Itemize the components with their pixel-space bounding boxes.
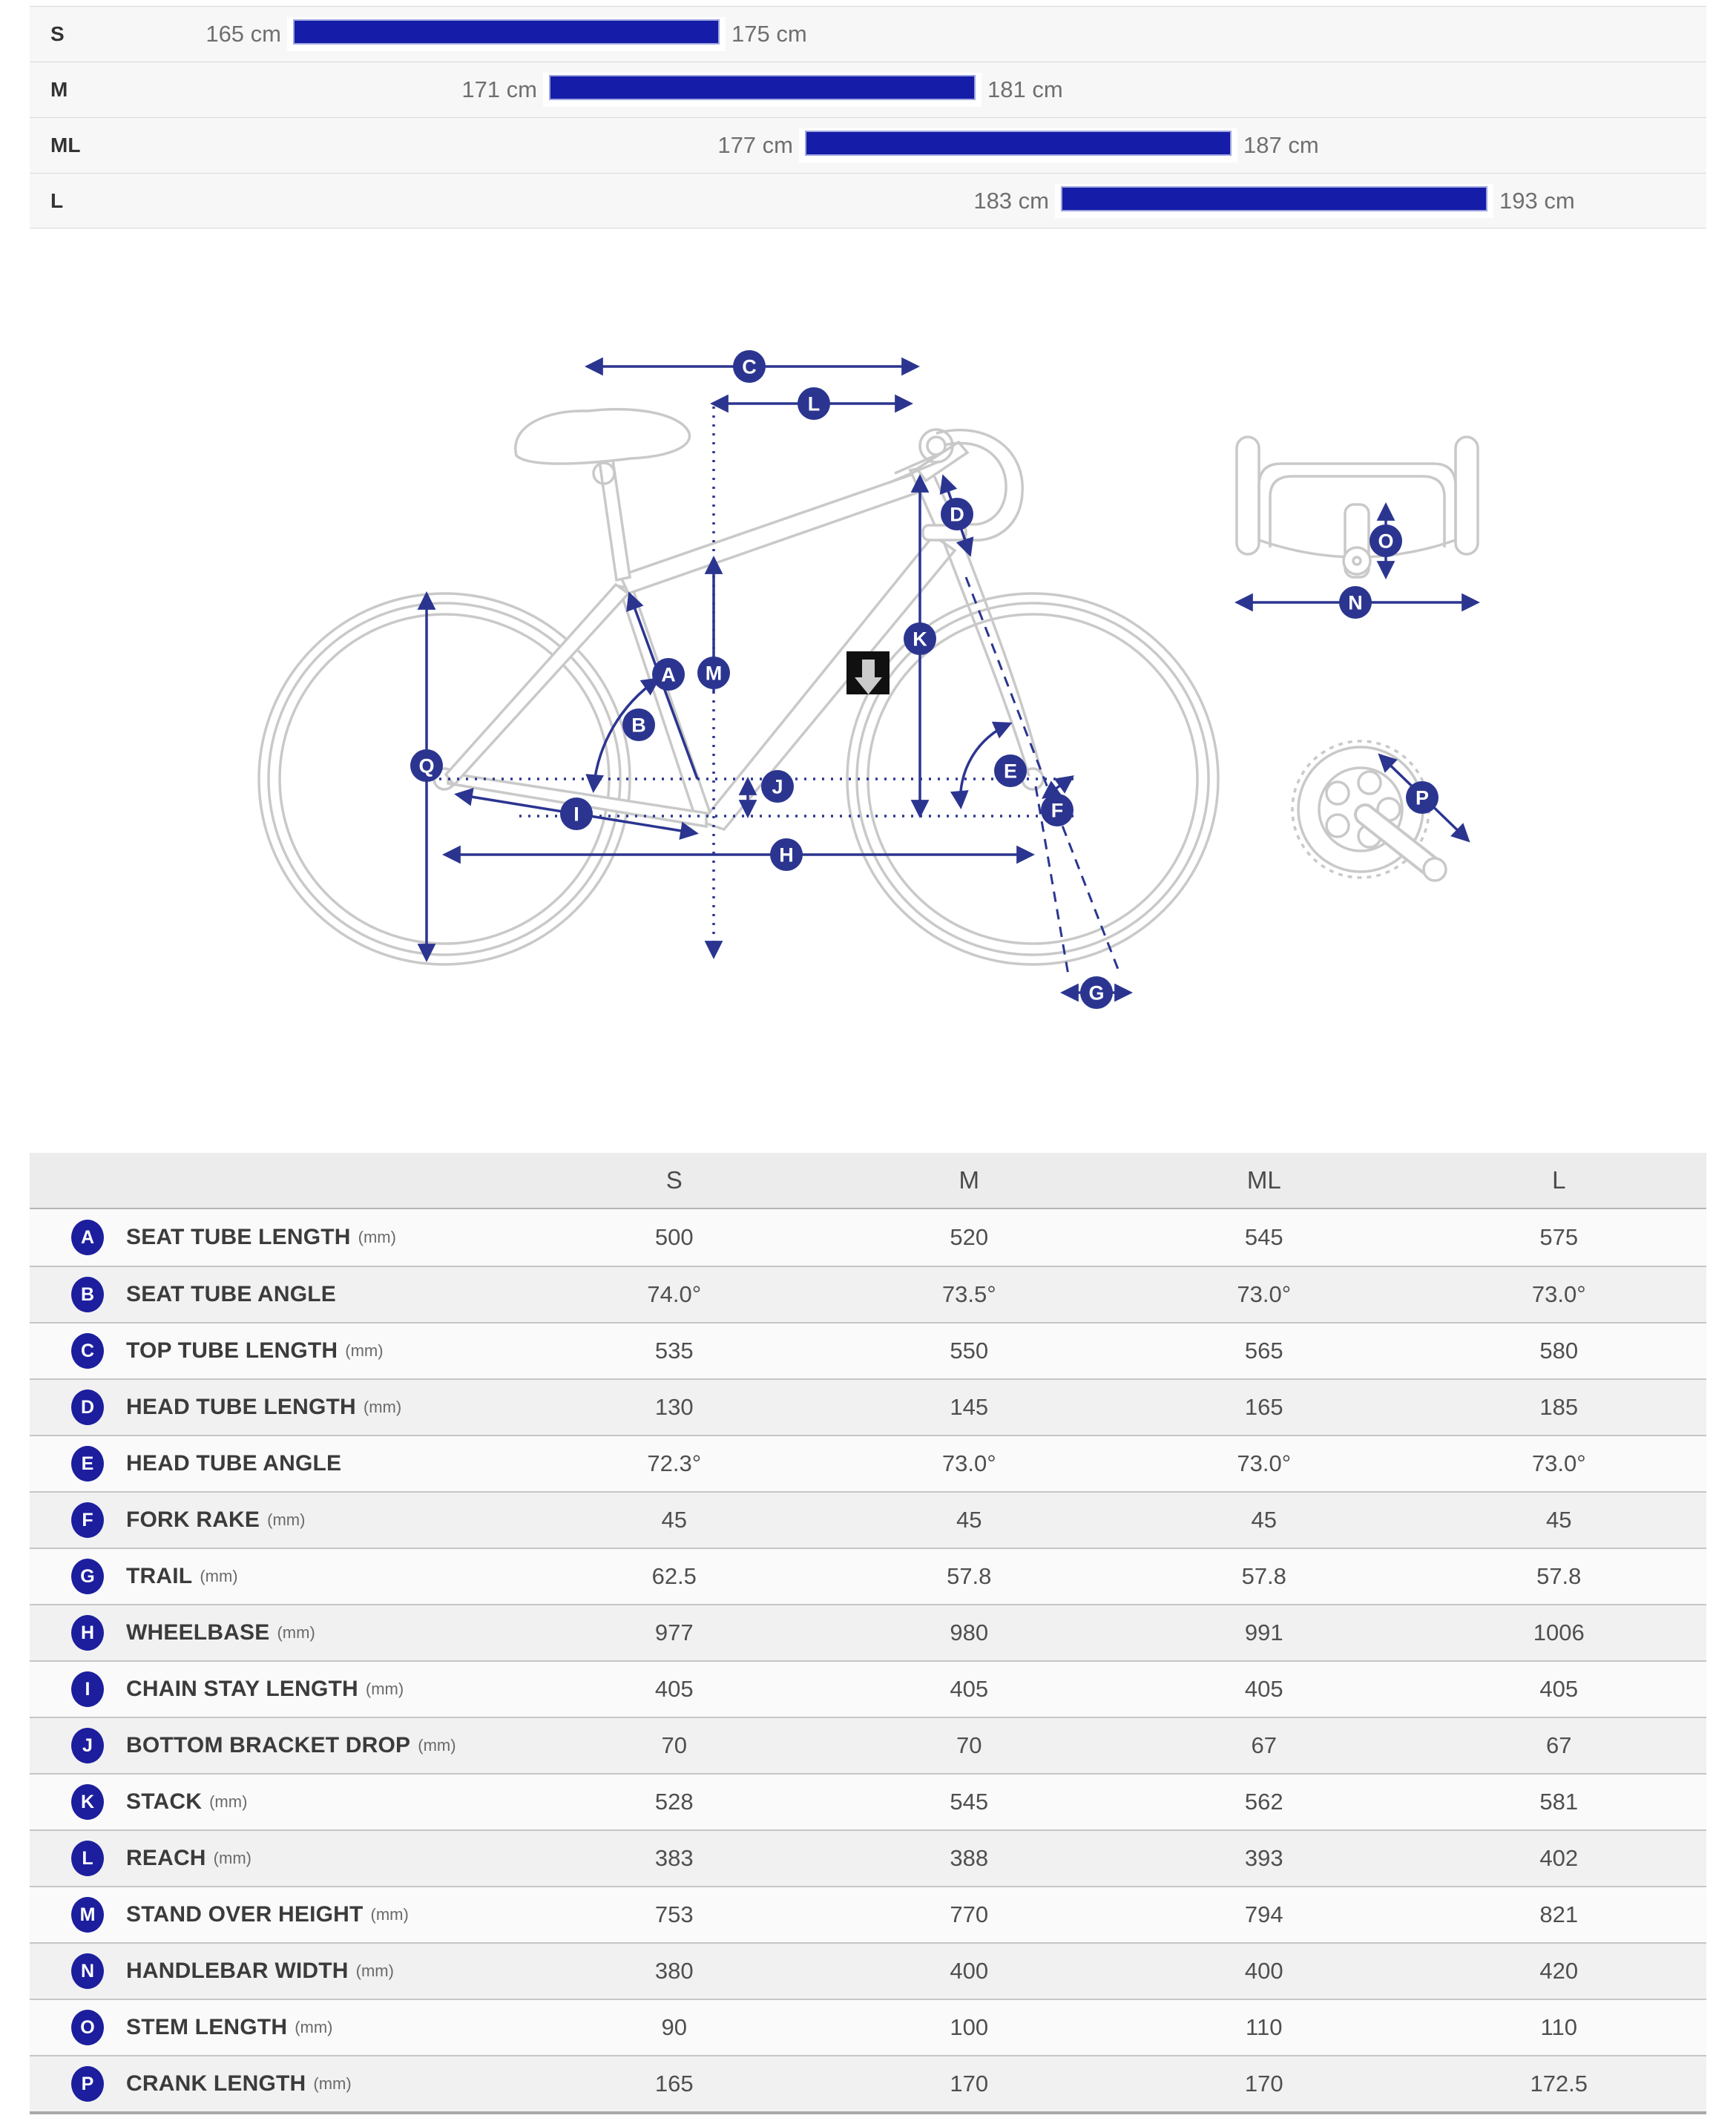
row-label-cell [30, 1436, 527, 1491]
row-unit: (mm) [209, 1792, 248, 1811]
row-value: 45 [1251, 1507, 1277, 1533]
row-unit: (mm) [345, 1341, 384, 1360]
row-label: STACK [126, 1789, 203, 1814]
row-value: 110 [1540, 2014, 1577, 2040]
row-value: 100 [950, 2014, 989, 2040]
row-value: 520 [950, 1224, 989, 1250]
row-value: 57.8 [1241, 1563, 1286, 1589]
size-max-label: 175 cm [731, 21, 807, 47]
svg-text:B: B [631, 714, 646, 737]
table-row [30, 1829, 1706, 1886]
row-unit: (mm) [277, 1623, 315, 1642]
row-label-cell [30, 1209, 527, 1266]
diagram-badge-L [798, 387, 830, 420]
handlebar-top-view [1237, 437, 1478, 577]
row-label: CHAIN STAY LENGTH [126, 1677, 358, 1701]
row-badge: E [71, 1446, 104, 1482]
row-value: 977 [654, 1619, 694, 1645]
table-row [30, 1548, 1706, 1604]
row-value: 794 [1244, 1901, 1283, 1927]
svg-text:Q: Q [418, 754, 435, 777]
row-label-cell [30, 1549, 527, 1604]
row-badge: L [71, 1841, 104, 1876]
row-value: 70 [661, 1732, 687, 1758]
row-value: 753 [654, 1901, 694, 1927]
row-badge: P [71, 2066, 104, 2102]
diagram-badge-I [560, 798, 593, 830]
svg-text:M: M [705, 662, 723, 685]
svg-text:D: D [950, 503, 964, 526]
row-value: 70 [956, 1732, 982, 1758]
row-value: 405 [1244, 1676, 1283, 1702]
row-unit: (mm) [267, 1510, 306, 1529]
row-label-cell [30, 1605, 527, 1660]
row-value: 821 [1539, 1901, 1579, 1927]
svg-text:O: O [1378, 530, 1394, 553]
row-badge: K [71, 1784, 104, 1820]
row-label: HEAD TUBE ANGLE [126, 1451, 342, 1476]
row-label-cell [30, 1887, 527, 1942]
row-badge: F [71, 1502, 104, 1538]
table-row [30, 1886, 1706, 1942]
svg-text:F: F [1051, 799, 1064, 822]
row-value: 73.0° [1531, 1281, 1586, 1307]
table-row [30, 1773, 1706, 1829]
row-value: 73.0° [1531, 1450, 1586, 1476]
diagram-badge-N [1339, 586, 1372, 619]
size-range-bar [1061, 186, 1487, 211]
size-label: ML [50, 134, 81, 157]
diagram-badge-E [994, 754, 1027, 787]
size-range-bar [293, 19, 720, 45]
size-bar-wrap [287, 17, 726, 51]
row-value: 545 [1244, 1224, 1283, 1250]
diagram-badge-P [1406, 781, 1439, 814]
diagram-badge-B [622, 708, 655, 741]
size-bar-wrap [1055, 184, 1493, 218]
table-row [30, 1209, 1706, 1266]
row-value: 580 [1539, 1338, 1579, 1364]
row-label: SEAT TUBE ANGLE [126, 1282, 337, 1306]
row-value: 73.0° [1237, 1281, 1292, 1307]
row-label: SEAT TUBE LENGTH [126, 1225, 351, 1249]
row-value: 170 [950, 2071, 989, 2097]
diagram-badge-M [697, 657, 730, 689]
row-value: 500 [654, 1224, 694, 1250]
row-value: 535 [654, 1338, 694, 1364]
row-unit: (mm) [295, 2018, 333, 2036]
size-row [30, 117, 1706, 173]
size-max-label: 187 cm [1243, 132, 1319, 158]
row-unit: (mm) [365, 1680, 404, 1698]
size-row [30, 6, 1706, 62]
row-unit: (mm) [358, 1228, 396, 1246]
row-badge: G [71, 1559, 104, 1594]
row-value: 528 [654, 1789, 694, 1815]
table-header-empty-cell [30, 1153, 527, 1208]
row-value: 420 [1539, 1958, 1579, 1984]
row-value: 90 [661, 2014, 687, 2040]
table-row [30, 2055, 1706, 2111]
row-value: 565 [1244, 1338, 1283, 1364]
diagram-badge-C [733, 350, 766, 383]
row-value: 400 [950, 1958, 989, 1984]
row-value: 388 [950, 1845, 989, 1871]
size-bar-wrap [543, 73, 982, 107]
row-label: HEAD TUBE LENGTH [126, 1395, 356, 1419]
row-value: 45 [1546, 1507, 1572, 1533]
svg-text:G: G [1088, 981, 1105, 1004]
row-badge: N [71, 1953, 104, 1989]
diagram-badge-K [904, 622, 936, 655]
row-value: 130 [654, 1394, 694, 1420]
row-value: 57.8 [947, 1563, 992, 1589]
row-value: 170 [1244, 2071, 1283, 2097]
row-value: 67 [1546, 1732, 1572, 1758]
row-value: 991 [1244, 1619, 1283, 1645]
row-label: REACH [126, 1846, 206, 1870]
row-label: TRAIL [126, 1564, 193, 1588]
size-row [30, 62, 1706, 117]
svg-text:C: C [742, 355, 757, 378]
diagram-badge-G [1080, 976, 1113, 1009]
row-value: 383 [654, 1845, 694, 1871]
diagram-badge-J [761, 770, 794, 803]
row-value: 145 [950, 1394, 989, 1420]
size-label: L [50, 188, 64, 212]
table-row [30, 1322, 1706, 1378]
geometry-table [30, 1153, 1706, 2114]
row-value: 74.0° [647, 1281, 702, 1307]
row-value: 72.3° [647, 1450, 702, 1476]
row-label-cell [30, 1380, 527, 1435]
table-row [30, 1942, 1706, 1999]
row-value: 575 [1539, 1224, 1579, 1250]
row-value: 405 [654, 1676, 694, 1702]
diagram-badge-F [1041, 794, 1074, 826]
size-min-label: 183 cm [973, 187, 1049, 214]
row-label-cell [30, 1267, 527, 1322]
row-badge: M [71, 1897, 104, 1933]
row-value: 400 [1244, 1958, 1283, 1984]
size-min-label: 165 cm [206, 21, 281, 47]
row-value: 185 [1539, 1394, 1579, 1420]
size-label: S [50, 22, 65, 45]
size-range-bar [805, 131, 1232, 156]
row-badge: I [71, 1671, 104, 1707]
table-row [30, 1999, 1706, 2055]
row-unit: (mm) [363, 1398, 402, 1416]
svg-text:J: J [772, 775, 783, 798]
row-label: CRANK LENGTH [126, 2071, 306, 2096]
size-min-label: 177 cm [717, 132, 793, 158]
row-label-cell [30, 2000, 527, 2055]
row-value: 172.5 [1530, 2071, 1588, 2097]
size-min-label: 171 cm [461, 76, 537, 102]
row-value: 73.5° [941, 1281, 996, 1307]
row-value: 57.8 [1536, 1563, 1582, 1589]
column-header-m: M [959, 1166, 979, 1194]
table-row [30, 1491, 1706, 1548]
svg-text:K: K [913, 628, 927, 651]
row-unit: (mm) [418, 1736, 456, 1755]
row-badge: H [71, 1615, 104, 1651]
row-label-cell [30, 1323, 527, 1378]
column-header-s: S [665, 1166, 683, 1194]
row-label: STAND OVER HEIGHT [126, 1902, 364, 1927]
diagram-badge-Q [410, 749, 443, 782]
row-label: BOTTOM BRACKET DROP [126, 1733, 411, 1757]
svg-text:I: I [573, 803, 579, 826]
size-label: M [50, 78, 68, 101]
row-badge: D [71, 1390, 104, 1425]
size-range-bar [549, 75, 976, 100]
svg-text:H: H [779, 844, 794, 867]
row-badge: B [71, 1277, 104, 1312]
row-value: 550 [950, 1338, 989, 1364]
row-value: 545 [950, 1789, 989, 1815]
row-value: 770 [950, 1901, 989, 1927]
size-max-label: 181 cm [987, 76, 1063, 102]
row-label: STEM LENGTH [126, 2015, 288, 2039]
row-badge: C [71, 1333, 104, 1369]
row-unit: (mm) [355, 1961, 394, 1980]
table-row [30, 1266, 1706, 1322]
diagram-badge-H [770, 838, 803, 871]
row-unit: (mm) [313, 2074, 352, 2093]
row-label: HANDLEBAR WIDTH [126, 1959, 349, 1983]
row-value: 45 [661, 1507, 687, 1533]
row-label-cell [30, 1831, 527, 1886]
row-label: WHEELBASE [126, 1620, 270, 1645]
table-row [30, 1604, 1706, 1660]
row-label: FORK RAKE [126, 1507, 260, 1532]
row-label-cell [30, 1718, 527, 1773]
row-value: 110 [1246, 2014, 1283, 2040]
geometry-diagram [0, 228, 1736, 1153]
svg-text:P: P [1415, 786, 1430, 809]
row-label-cell [30, 2056, 527, 2111]
row-label-cell [30, 1944, 527, 1999]
size-chart [30, 6, 1706, 228]
row-value: 405 [1539, 1676, 1579, 1702]
row-unit: (mm) [370, 1905, 409, 1924]
size-bar-wrap [799, 128, 1237, 162]
table-row [30, 1660, 1706, 1717]
row-value: 393 [1244, 1845, 1283, 1871]
svg-text:A: A [661, 663, 676, 686]
row-value: 405 [950, 1676, 989, 1702]
row-value: 1006 [1533, 1619, 1585, 1645]
download-arrow-icon [846, 651, 890, 694]
diagram-badge-A [652, 658, 685, 691]
row-value: 980 [950, 1619, 989, 1645]
row-unit: (mm) [200, 1567, 238, 1585]
row-value: 581 [1539, 1789, 1579, 1815]
row-value: 380 [654, 1958, 694, 1984]
table-row [30, 1717, 1706, 1773]
row-value: 73.0° [1237, 1450, 1292, 1476]
column-header-ml: ML [1246, 1166, 1281, 1194]
table-row [30, 1435, 1706, 1491]
geo-table-body [30, 1209, 1706, 2111]
svg-text:N: N [1348, 591, 1363, 614]
row-value: 62.5 [651, 1563, 697, 1589]
size-max-label: 193 cm [1499, 187, 1575, 214]
table-row [30, 1378, 1706, 1435]
table-header-row [30, 1153, 1706, 1209]
row-label-cell [30, 1493, 527, 1548]
size-row [30, 173, 1706, 228]
diagram-badge-D [941, 498, 973, 530]
svg-text:L: L [807, 392, 821, 415]
row-value: 73.0° [941, 1450, 996, 1476]
bike-side-view [259, 410, 1218, 964]
column-header-l: L [1552, 1166, 1566, 1194]
row-label-cell [30, 1775, 527, 1829]
row-value: 165 [1244, 1394, 1283, 1420]
diagram-badge-O [1370, 525, 1402, 557]
row-label: TOP TUBE LENGTH [126, 1338, 338, 1363]
row-badge: A [71, 1220, 104, 1255]
row-value: 402 [1539, 1845, 1579, 1871]
row-value: 165 [654, 2071, 694, 2097]
row-unit: (mm) [213, 1849, 251, 1867]
row-value: 45 [956, 1507, 982, 1533]
svg-text:E: E [1003, 760, 1018, 783]
row-value: 562 [1244, 1789, 1283, 1815]
row-badge: O [71, 2010, 104, 2045]
row-badge: J [71, 1728, 104, 1763]
row-value: 67 [1251, 1732, 1277, 1758]
row-label-cell [30, 1662, 527, 1717]
